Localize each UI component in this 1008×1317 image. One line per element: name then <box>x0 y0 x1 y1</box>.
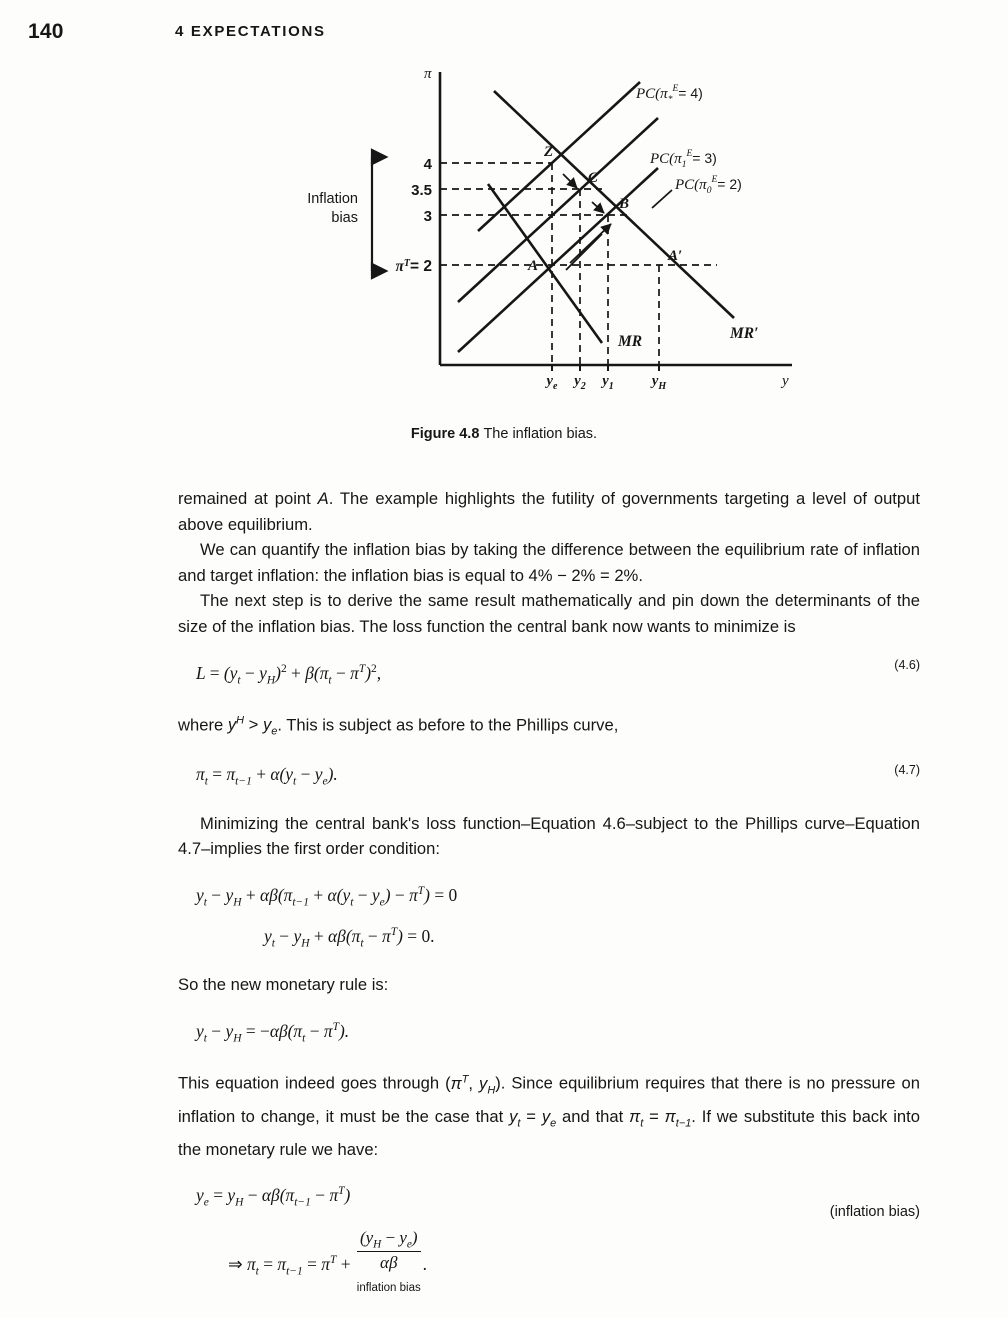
inline-math-yt-ye: $y_t = y_e$ <box>509 1106 557 1130</box>
paragraph-7-part-b: ). Since equilibrium requires that there is no pressure on inflation to change, it must be the case that <box>178 1073 920 1126</box>
equation-inflation-bias: ⇒ $\pi_t = \pi_{t-1} = \pi^T$ + $\frac{(y_H - y_e)}{\alpha\beta}$ inflation bias . <box>228 1228 920 1304</box>
equation-foc-line-1: $y_t - y_H + \alpha\beta(\pi_{t-1} + \alpha(y_t - y_e) - \pi^T) = 0$ <box>196 884 458 909</box>
paragraph-7-part-a: This equation indeed goes through ( <box>178 1073 451 1093</box>
pi-target-sup: T <box>403 258 411 269</box>
x-tick-yH <box>650 373 667 392</box>
inline-math-pit-pit1: $\pi_t = \pi_{t-1}$ <box>629 1106 692 1130</box>
figure-caption-text: The inflation bias. <box>483 426 598 442</box>
equation-4-7-number: (4.7) <box>894 763 920 778</box>
paragraph-3: The next step is to derive the same result mathematically and pin down the determinants of the size of the inflation bias. The loss function the central bank now wants to minimize is <box>178 591 920 636</box>
paragraph-7 <box>178 1067 920 1162</box>
paragraph-1-part-b: . The example highlights the futility of governments targeting a level of output above equilibrium. <box>178 489 920 534</box>
pi-target-symbol: π <box>395 258 404 275</box>
paragraph-5: Minimizing the central bank's loss function–Equation 4.6–subject to the Phillips curve–Equation 4.7–implies the first order condition: <box>178 813 920 859</box>
y-tick-3: 3 <box>423 208 432 225</box>
mr-label: MR <box>618 333 643 350</box>
body-text <box>178 486 920 1317</box>
equation-4-6-block <box>178 654 920 695</box>
paragraph-7-part-c: and that <box>556 1106 630 1126</box>
point-a-reference: A <box>317 489 329 508</box>
mr-prime-label: MR′ <box>730 325 759 342</box>
inflation-bias-derivation-block <box>178 1176 920 1303</box>
pc-label-1 <box>649 149 717 170</box>
underbrace-label: inflation bias <box>356 1282 421 1295</box>
paragraph-4 <box>178 709 920 745</box>
point-label-a-prime: A′ <box>668 248 683 264</box>
x-tick-ye <box>545 373 558 392</box>
y-tick-3-5: 3.5 <box>411 182 432 199</box>
inflation-bias-fraction: $\frac{(y_H - y_e)}{\alpha\beta}$ <box>357 1228 421 1273</box>
svg-text:y1: $y_1$ <box>602 373 614 392</box>
paragraph-7-part-d: . If we substitute this back into the monetary rule we have: <box>178 1106 920 1159</box>
mr-line <box>488 184 602 343</box>
inflation-bias-diagram <box>280 58 840 398</box>
inline-math-yh-gt-ye: $y^H > y_e$ <box>227 714 278 738</box>
y-axis-label: π <box>424 66 432 82</box>
point-label-a: A <box>528 258 539 274</box>
svg-text:y2: $y_2$ <box>574 373 586 392</box>
chapter-title: 4 EXPECTATIONS <box>175 23 326 40</box>
paragraph-4-post: . This is subject as before to the Phillips curve, <box>277 715 619 735</box>
svg-text:yH: $y_H$ <box>651 373 667 392</box>
pc-label-0 <box>652 175 742 208</box>
equation-4-7: $\pi_t = \pi_{t-1} + \alpha(y_t - y_e)$. <box>196 764 338 788</box>
paragraph-1-part-a: remained at point <box>178 489 318 508</box>
svg-text:PC(π*E= 4): $PC(\pi_*^E= 4)$ <box>636 84 703 105</box>
equation-monetary-rule: $y_t - y_H = -\alpha\beta(\pi_t - \pi^T)$. <box>196 1020 350 1045</box>
point-label-z: Z <box>544 144 554 160</box>
paragraph-6: So the new monetary rule is: <box>178 975 389 995</box>
inflation-bias-label-line2: bias <box>331 210 358 226</box>
inline-math-pi-t-yh: $\pi^T$, $y_H$ <box>450 1073 496 1097</box>
inflation-bias-label-line1: Inflation <box>307 191 358 207</box>
arrow-z-to-c <box>563 174 577 188</box>
running-head <box>0 20 1008 50</box>
pi-target-suffix: = 2 <box>410 258 432 275</box>
svg-text:PC(π1E= 3): $PC(\pi_1^E= 3)$ <box>650 149 717 170</box>
point-label-c: C <box>588 170 599 186</box>
svg-text:ye: $y_e$ <box>546 373 558 392</box>
inflation-bias-tag: (inflation bias) <box>829 1204 920 1221</box>
paragraph-2: We can quantify the inflation bias by taking the difference between the equilibrium rate of inflation and target inflation: the inflation bias is equal to 4% − 2% = 2%. <box>178 540 920 585</box>
mr-prime-line <box>494 91 734 318</box>
equation-ye-substitution: $y_e = y_H - \alpha\beta(\pi_{t-1} - \pi^T)$ <box>196 1185 351 1209</box>
equation-4-6: $L = (y_t - y_H)^2 + \beta(\pi_t - \pi^T)^2$, <box>196 662 382 686</box>
point-label-b: B <box>619 196 630 212</box>
y-tick-4: 4 <box>423 156 432 173</box>
paragraph-4-pre: where <box>178 715 228 735</box>
pc-label-star <box>635 84 703 105</box>
svg-text:PC(π0E= 2): $PC(\pi_0^E= 2)$ <box>675 175 742 196</box>
first-order-condition-block <box>178 876 920 959</box>
pc-label-0-leader <box>652 190 672 208</box>
page-number: 140 <box>28 20 64 43</box>
equation-foc-line-2: $y_t - y_H + \alpha\beta(\pi_t - \pi^T) = 0$. <box>264 925 435 950</box>
equation-4-6-number: (4.6) <box>894 657 920 672</box>
paragraph-1 <box>178 486 920 537</box>
equation-4-7-block <box>178 759 920 796</box>
x-tick-y2 <box>572 373 585 392</box>
monetary-rule-block <box>178 1012 920 1053</box>
figure-4-8 <box>280 58 840 398</box>
figure-caption <box>0 426 1008 442</box>
figure-caption-number: Figure 4.8 <box>410 426 480 442</box>
arrow-c-to-b <box>592 202 604 213</box>
x-axis-label: y <box>782 373 789 389</box>
x-tick-y1 <box>600 373 613 392</box>
svg-text:πT= 2 <box>395 258 432 275</box>
y-tick-pi-target <box>395 258 432 275</box>
